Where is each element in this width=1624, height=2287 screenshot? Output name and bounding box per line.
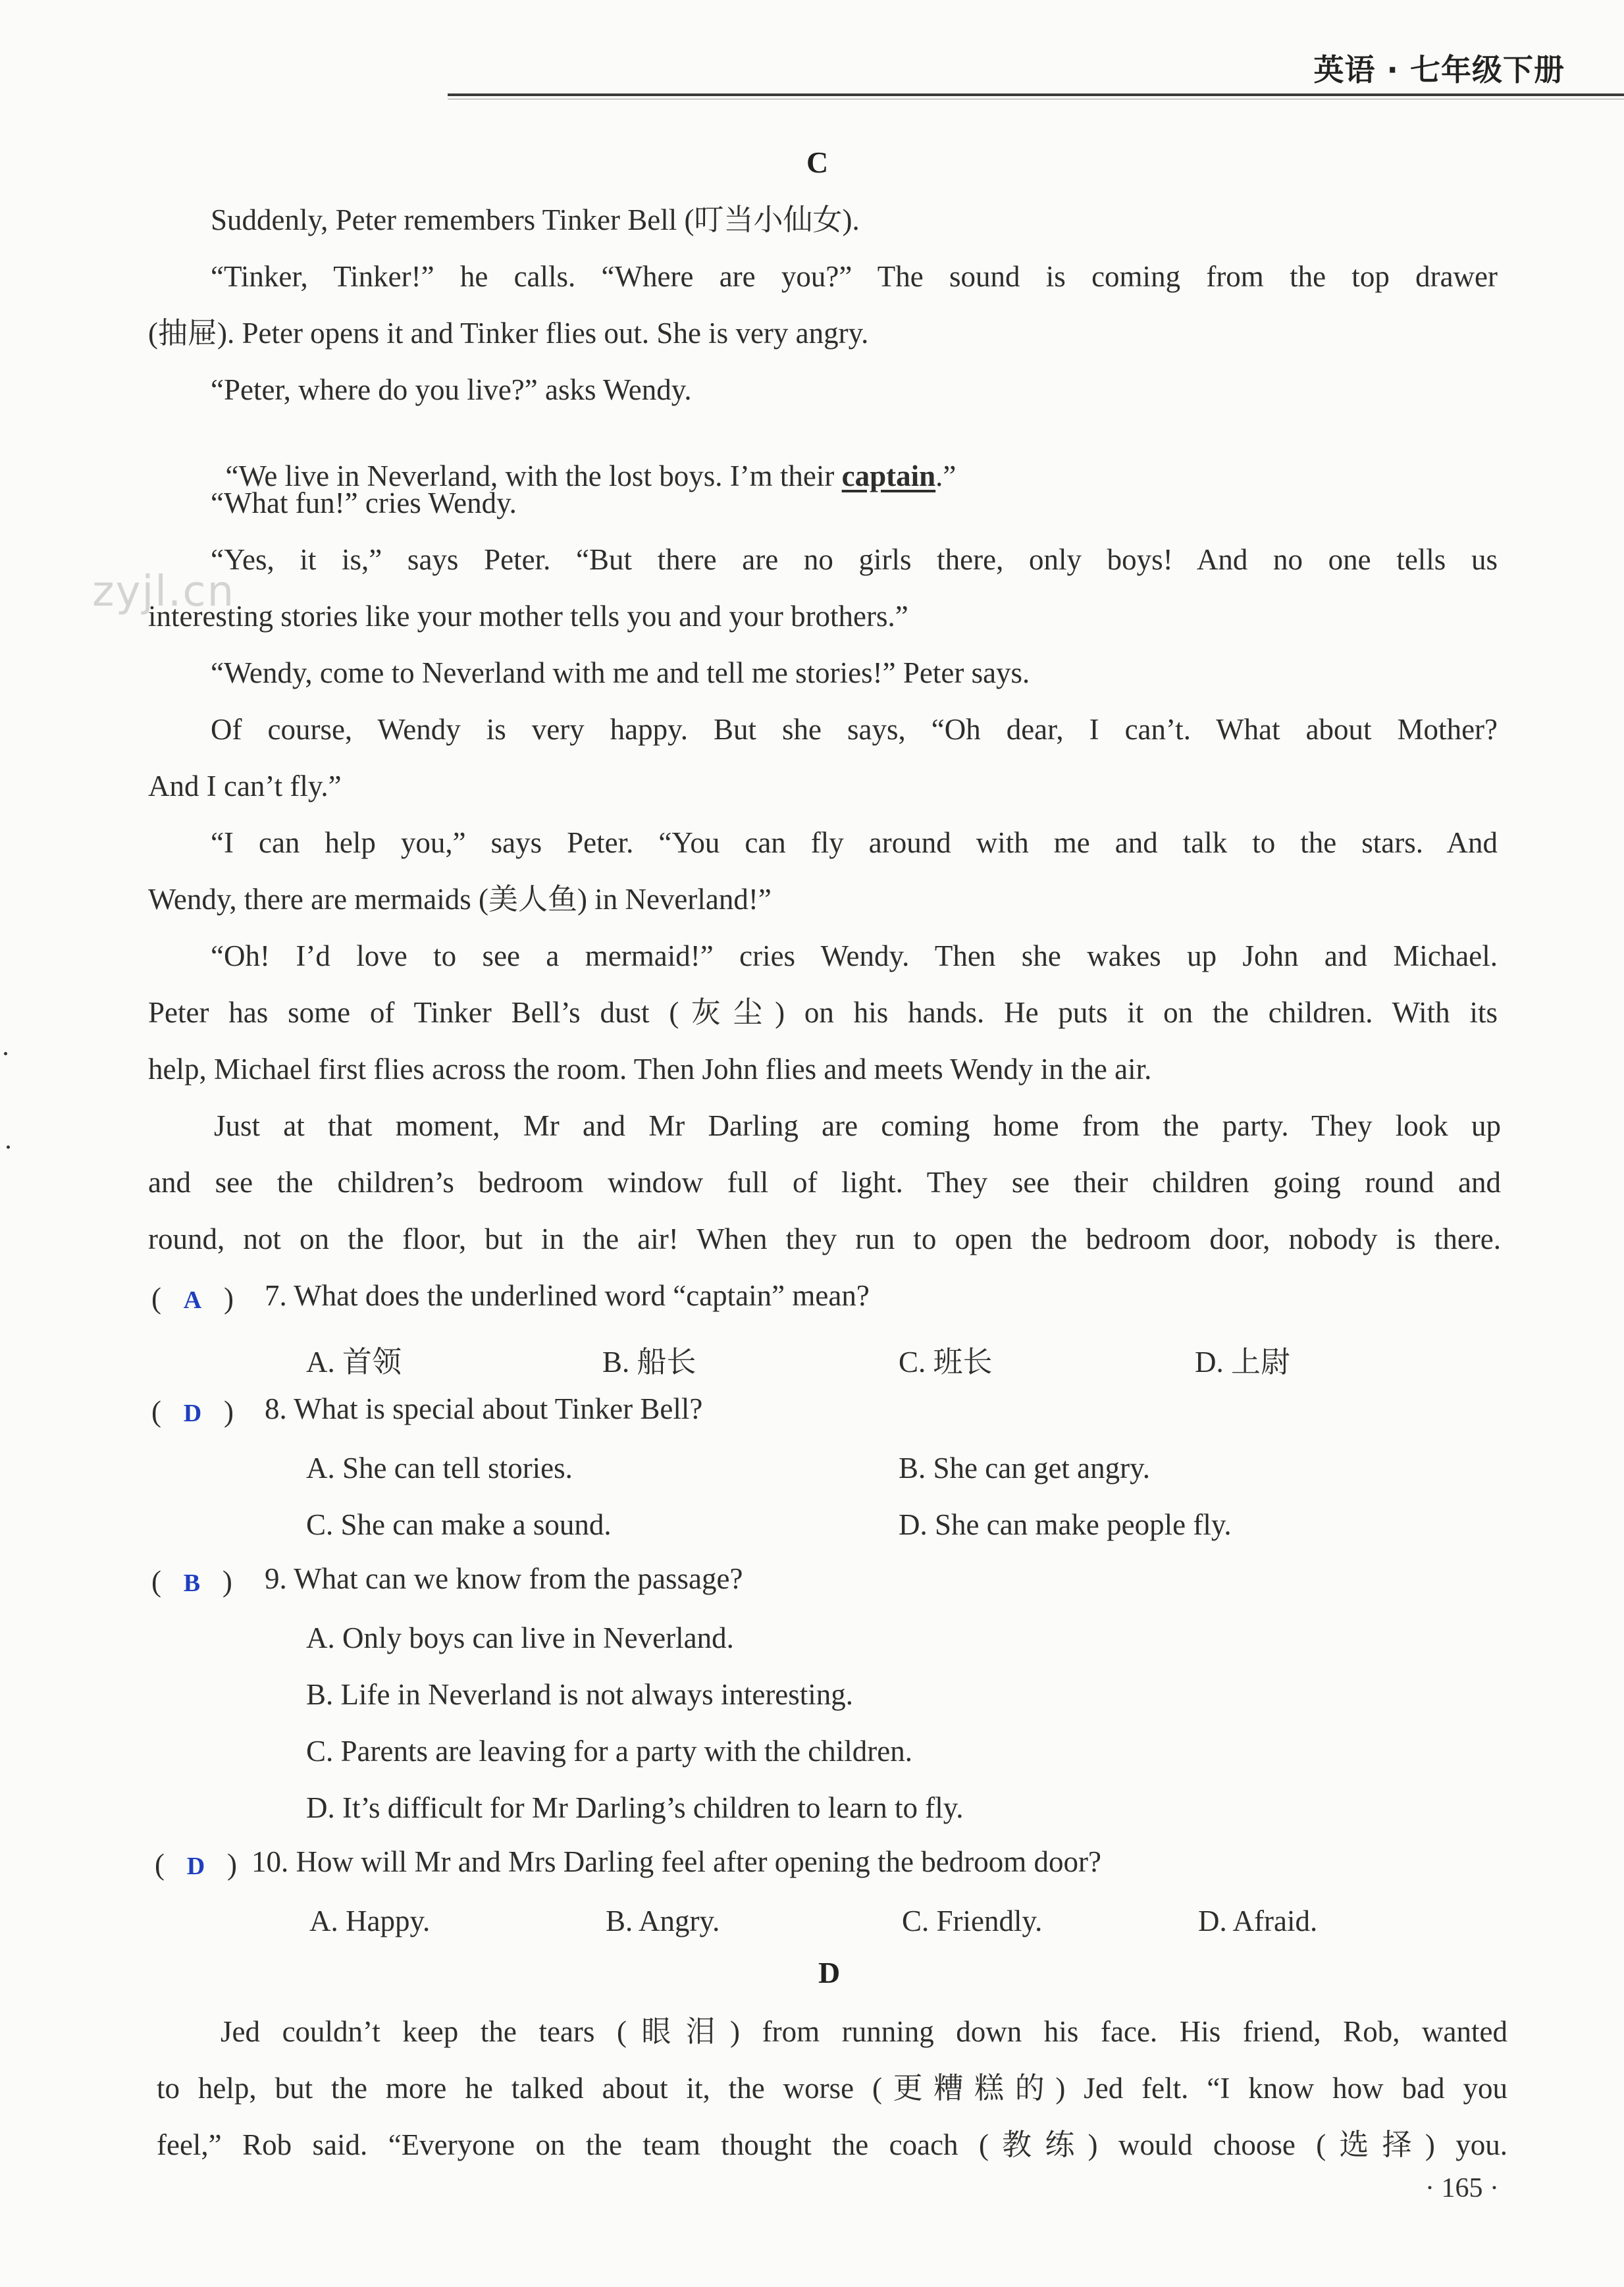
answer-q9: B [183,1569,201,1597]
passage-line: And I can’t fly.” [148,770,342,802]
passage-line: help, Michael first flies across the room. Then John flies and meets Wendy in the air. [148,1053,1152,1086]
answer-bracket-q9: ( B ) [151,1565,232,1598]
option-q7-a: A. 首领 [306,1346,402,1379]
answer-bracket-q8: ( D ) [151,1395,234,1428]
passage-line: to help, but the more he talked about it, the worse (更糟糕的) Jed felt. “I know how bad you [157,2072,1507,2105]
passage-line: interesting stories like your mother tells you and your brothers.” [148,600,908,633]
option-q8-c: C. She can make a sound. [306,1508,612,1541]
section-title-c: C [806,145,829,179]
answer-bracket-q7: ( A ) [151,1282,234,1315]
option-q9-d: D. It’s difficult for Mr Darling’s children to learn to fly. [306,1791,964,1824]
passage-line: Suddenly, Peter remembers Tinker Bell (叮当小仙女). [211,203,860,236]
book-title: 英语 · 七年级下册 [1313,52,1565,88]
option-q7-b: B. 船长 [602,1346,696,1379]
question-stem-q7: 7. What does the underlined word “captain” mean? [265,1279,870,1312]
answer-q10: D [186,1853,205,1880]
passage-line: “What fun!” cries Wendy. [211,486,517,519]
option-q9-c: C. Parents are leaving for a party with the children. [306,1735,912,1768]
passage-line: Peter has some of Tinker Bell’s dust (灰尘) on his hands. He puts it on the children. With its [148,996,1498,1029]
option-q7-c: C. 班长 [899,1346,993,1379]
section-title-d: D [818,1956,841,1989]
passage-line: Just at that moment, Mr and Mr Darling are coming home from the party. They look up [214,1109,1501,1142]
option-q9-b: B. Life in Neverland is not always interesting. [306,1678,854,1711]
passage-text: .” [935,460,956,492]
option-q9-a: A. Only boys can live in Neverland. [306,1621,734,1654]
option-q8-b: B. She can get angry. [899,1452,1150,1485]
answer-q8: D [183,1400,202,1427]
passage-line: “Wendy, come to Neverland with me and tell me stories!” Peter says. [211,656,1030,689]
passage-line: “Yes, it is,” says Peter. “But there are no girls there, only boys! And no one tells us [211,543,1498,576]
passage-line: Jed couldn’t keep the tears (眼泪) from running down his face. His friend, Rob, wanted [221,2015,1507,2048]
passage-line: “Oh! I’d love to see a mermaid!” cries Wendy. Then she wakes up John and Michael. [211,939,1498,972]
passage-line: “I can help you,” says Peter. “You can fly around with me and talk to the stars. And [211,826,1498,859]
passage-line: “Peter, where do you live?” asks Wendy. [211,373,692,406]
watermark: zyjl.cn [92,567,236,616]
question-stem-q8: 8. What is special about Tinker Bell? [265,1392,703,1425]
passage-line: and see the children’s bedroom window full of light. They see their children going round and [148,1166,1501,1199]
passage-line: feel,” Rob said. “Everyone on the team thought the coach (教练) would choose (选择) you. [157,2128,1507,2161]
scan-speck [7,1145,10,1149]
option-q10-b: B. Angry. [606,1905,720,1937]
option-q8-a: A. She can tell stories. [306,1452,573,1485]
option-q8-d: D. She can make people fly. [899,1508,1232,1541]
scan-speck [4,1052,7,1055]
passage-line: “Tinker, Tinker!” he calls. “Where are you?” The sound is coming from the top drawer [211,260,1498,293]
option-q7-d: D. 上尉 [1195,1346,1290,1379]
answer-q7: A [183,1286,202,1314]
option-q10-a: A. Happy. [309,1905,431,1937]
option-q10-d: D. Afraid. [1198,1905,1318,1937]
passage-line: Of course, Wendy is very happy. But she says, “Oh dear, I can’t. What about Mother? [211,713,1498,746]
page-number: · 165 · [1425,2173,1499,2203]
answer-bracket-q10: ( D ) [155,1848,237,1881]
passage-line [211,432,956,491]
passage-text: “We live in Neverland, with the lost boys. I’m their [225,460,835,492]
question-stem-q9: 9. What can we know from the passage? [265,1562,743,1595]
header-rule [448,93,1624,96]
passage-line: (抽屉). Peter opens it and Tinker flies out. She is very angry. [148,317,869,350]
underlined-word-captain: captain [841,460,936,492]
question-stem-q10: 10. How will Mr and Mrs Darling feel after opening the bedroom door? [251,1845,1101,1878]
passage-line: round, not on the floor, but in the air! When they run to open the bedroom door, nobody is there. [148,1222,1501,1255]
passage-line: Wendy, there are mermaids (美人鱼) in Neverland!” [148,883,772,916]
option-q10-c: C. Friendly. [902,1905,1043,1937]
